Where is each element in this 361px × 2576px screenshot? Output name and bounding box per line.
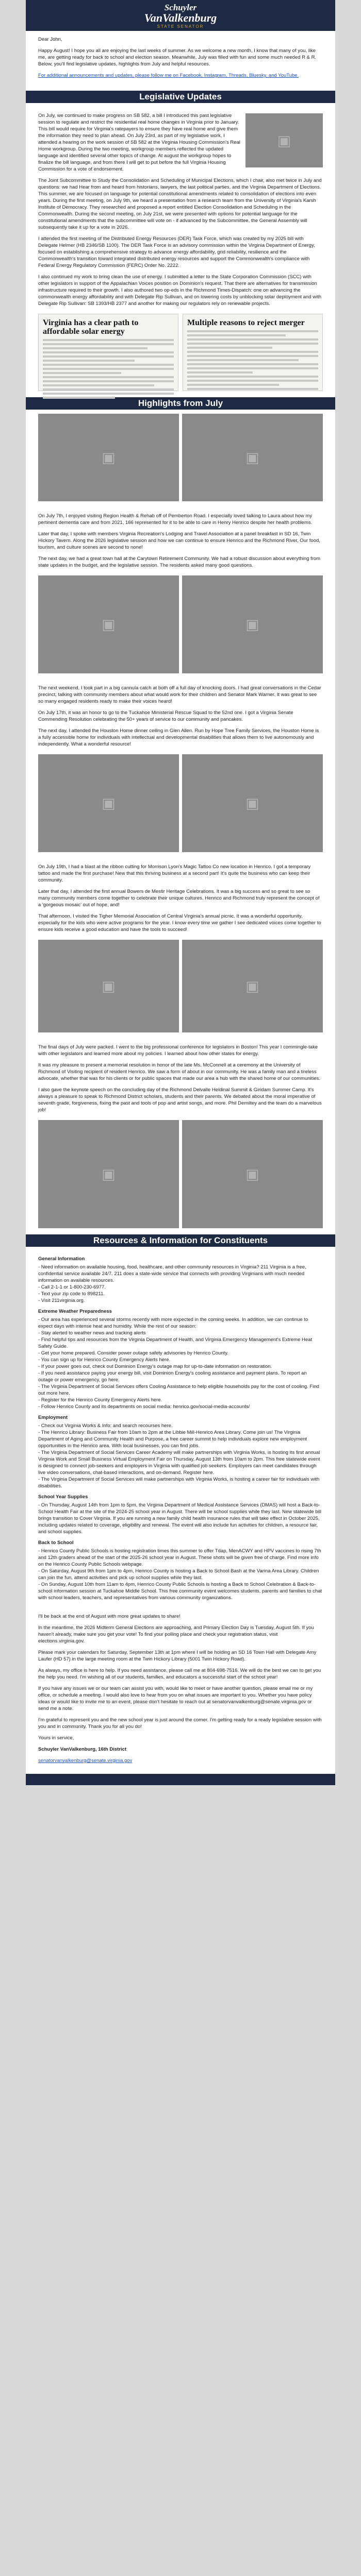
resources-banner: Resources & Information for Constituents bbox=[26, 1234, 335, 1247]
highlight-photo-3 bbox=[38, 575, 179, 673]
school-supplies-text: - On Thursday, August 14th from 1pm to 5pm, the Virginia Department of Medical Assistance Services (DMAS) will host a Back-to-School Health Fair at the site of the 2024-25 school year in August. There will be school supplies while they last. New statewide bill brings transition to Cover Virginia. If you are running a new family child health insurance rules that will take effect in October 2025, including updates related to coverage, eligibility and renewal. The event will also include fun activities for children, a resource fair, and school supplies. bbox=[38, 1502, 322, 1535]
highlight-photo-9 bbox=[38, 1120, 179, 1228]
image-icon: ▣ bbox=[102, 1166, 116, 1182]
highlights-section-3 bbox=[26, 858, 335, 940]
highlights-paragraph-11: It was my pleasure to present a memorial resolution in honor of the late Ms. McConnell at a ceremony at the University of Richmond of Visiting recipient of resident Henrico. We saw a form of about in our community. He was a family man and a tireless advocate, whether that was for his clients or for public spaces that made our area a hub with the shared home of our communities. bbox=[38, 1062, 321, 1081]
legislative-paragraph-4: I also continued my work to bring clean the use of energy. I submitted a letter to the State Corporation Commission (SCC) with other legislators in support of the Appalachian Voices position on Dominion's request. That there are alternatives for transmission infrastructure required to their growth. I also authored two op-eds in the Richmond Times-Dispatch: one on advancing the commonwealth energy affordability and with Delegate Rip Sullivan, and on lowering costs by unblocking solar deployment and with Delegate Rip Sullivan: SB 1393/HB 2377 and another for making our regulators rely on renewable projects. bbox=[38, 274, 322, 307]
closing-paragraph-1: I'll be back at the end of August with more great updates to share! bbox=[38, 1614, 180, 1619]
highlight-photo-5 bbox=[38, 754, 179, 852]
hearing-photo bbox=[245, 113, 323, 167]
closing-section bbox=[26, 1608, 335, 1771]
highlights-photo-row-5 bbox=[38, 1120, 323, 1228]
highlights-section-4 bbox=[26, 1039, 335, 1120]
highlights-banner: Highlights from July bbox=[26, 397, 335, 410]
highlights-paragraph-6: The next day, I attended the Houston Home dinner ceiling in Glen Allen. Run by Hope Tree Family Services, the Houston Home is a fully accessible home for individuals with intellectual and developmental disabilities that allows them to live autonomously and independently. What a wonderful resource! bbox=[38, 728, 319, 747]
oped-clipping-1-body bbox=[43, 339, 174, 399]
weather-text: - Our area has experienced several storms recently with more expected in the coming weeks. In addition, we can continue to expect days with intense heat and humidity. While the rest of our season: - Stay alerted to weather news and tracking alerts - Find helpful tips and resources from the Virginia Department of Health, and Virginia Emergency Management's Extreme Heat Safety Guide. - Get your home prepared. Consider power outage safety advisories by Henrico County. - You can sign up for Henrico County Emergency Alerts here. - If your power goes out, check out Dominion Energy's outage map for up-to-date information on restoration. - If you need assistance paying your energy bill, visit Dominion Energy's cooling assistance and payment plans. To report an outage or power emergency, go here. - The Virginia Department of Social Services offers Cooling Assistance to help eligible households pay for the cost of cooling. Find out more here. - Register for the Henrico County Emergency Alerts here. - Follow Henrico County and its departments on social media: henrico.gov/social-media-accounts/ bbox=[38, 1317, 319, 1410]
highlight-photo-1 bbox=[38, 414, 179, 501]
weather-heading: Extreme Weather Preparedness bbox=[38, 1309, 112, 1314]
back-to-school-text: - Henrico County Public Schools is hosting registration times this summer to offer Tdap, MenACWY and HPV vaccines to rising 7th and 12th graders ahead of the start of the 2025-26 school year in August. These shots will be given free of charge. Find more info on the Henrico County Public Schools webpage. - On Saturday, August 9th from 1pm to 4pm, Henrico County is hosting a Back to School Bash at the Varina Area Library. Children can join the fun, attend activities and pick up school supplies while they last. - On Sunday, August 10th from 11am to 4pm, Henrico County Public Schools is hosting a Back to School Celebration & Back-to-school information session at Tuckahoe Middle School. This free community event welcomes students, parents and families to chat with school leaders, teachers, and representatives from various community organizations. bbox=[38, 1548, 322, 1601]
highlight-photo-4 bbox=[182, 575, 323, 673]
highlights-paragraph-8: Later that day, I attended the first annual Bowers de Mestir Heritage Celebrations. It was a big success and so great to see so many community members come together to celebrate their unique cultures. Henrico and Richmond truly represent the concept of a 'gorgeous mosaic' out of hope, and! bbox=[38, 889, 320, 908]
highlights-photo-row-1 bbox=[38, 414, 323, 501]
highlights-paragraph-10: The final days of July were packed. I went to the big professional conference for legislators in Boston! This year I commingle-take with other legislators and learned more about my policies. I learned about how other states for energy. bbox=[38, 1044, 318, 1057]
closing-paragraph-4: As always, my office is here to help. If you need assistance, please call me at 804-698-7516. We will do the best we can to get you the help you need. I'm wishing all of our students, families, and educators a successful start of the school year! bbox=[38, 1668, 321, 1680]
logo-first-name: Schuyler bbox=[164, 3, 197, 12]
intro-paragraph-1: Happy August! I hope you all are enjoying the last weeks of summer. As we welcome a new month, I know that many of you, like me, are getting ready for back to school and election season. Meanwhile, July was filled with fun and some much needed R & R. Below, you'll find legislative updates, highlights from July and helpful resources. bbox=[38, 48, 317, 67]
header-logo bbox=[26, 0, 335, 31]
image-icon: ▣ bbox=[102, 616, 116, 633]
image-icon: ▣ bbox=[102, 449, 116, 466]
oped-clipping-2-title: Multiple reasons to reject merger bbox=[187, 318, 305, 327]
highlights-paragraph-1: On July 7th, I enjoyed visiting Region Health & Rehab off of Pemberton Road. I especially loved talking to Laura about how my pertinent dementia care and from 2021, 166 represented for it to be able to care in Henry Henrico despite her health problems. bbox=[38, 513, 313, 526]
legislative-paragraph-3: I attended the first meeting of the Distributed Energy Resources (DER) Task Force, which was created by my 2025 bill with Delegate Helmer (HB 2346/SB 1100). The DER Task Force is an advisory commission within the Virginia Department of Energy, focused on establishing a comprehensive strategy to advance energy affordability, grid reliability, resilience and the Commonwealth's transition toward integrated distributed energy resources and support the Commonwealth's compliance with Federal Energy Regulatory Commission (FERC) Order No. 2222. bbox=[38, 236, 315, 268]
highlights-paragraph-12: I also gave the keynote speech on the concluding day of the Richmond Delvalle Heldinal Summit & Giridam Summer Camp. It's always a pleasure to speak to Richmond District scholars, students and their parents. We debated about the moral imperative of seventh grade, forgiveness, fixing the past and tools of pop and artist songs, and more. Phil Demiltey and the team do a marvelous job! bbox=[38, 1087, 322, 1113]
signature: Schuyler VanValkenburg, 16th District bbox=[38, 1747, 127, 1752]
highlights-paragraph-2: Later that day, I spoke with members Virginia Recreation's Lodging and Travel Association at a panel breakfast in SD 16, Twin Hickory Tavern. Along the 2026 legislative session and how we can continue to ensure Henrico and the Richmond River, Our food, tourism, and culture scenes are second to none! bbox=[38, 531, 320, 550]
highlight-photo-8 bbox=[182, 940, 323, 1032]
highlight-photo-2 bbox=[182, 414, 323, 501]
image-icon: ▣ bbox=[245, 1166, 259, 1182]
general-info-text: - Need information on available housing, food, healthcare, and other community resources in Virginia? 211 Virginia is a free, confidential service available 24/7. 211 does a state-wide service that connects with providing Virginians with much needed information on available resources. - Call 2-1-1 or 1-800-230-6977. - Text your zip code to 898211. - Visit 211virginia.org. bbox=[38, 1264, 306, 1303]
resources-section bbox=[26, 1251, 335, 1608]
highlights-section-2 bbox=[26, 680, 335, 754]
oped-clipping-1-title: Virginia has a clear path to affordable solar energy bbox=[43, 318, 139, 336]
image-icon: ▣ bbox=[102, 978, 116, 994]
contact-email-link[interactable]: senatorvanvalkenburg@senate.virginia.gov bbox=[38, 1758, 133, 1764]
image-icon: ▣ bbox=[245, 616, 259, 633]
closing-paragraph-5: If you have any issues we or our team can assist you with, would like to meet or have another question, please email me or my office, or schedule a meeting. I would also love to hear from you on what issues are important to you. Whether you have policy ideas or would like to invite me to an event, please don't hesitate to reach out at senatorvanvalkenburg@senate.virginia.gov or send me a note. bbox=[38, 1686, 313, 1711]
image-icon: ▣ bbox=[245, 978, 259, 994]
closing-paragraph-2: In the meantime, the 2026 Midterm General Elections are approaching, and Primary Election Day is Tuesday, August 5th. If you haven't already, make sure you get your vote! To find your polling place and check your registration status, visit elections.virginia.gov. bbox=[38, 1625, 314, 1644]
highlights-section-1 bbox=[26, 507, 335, 575]
intro-paragraph-2: For additional announcements and updates, please follow me on Facebook, Instagram, Threads, Bluesky, and YouTube. bbox=[38, 73, 299, 78]
image-icon: ▣ bbox=[245, 449, 259, 466]
oped-clipping-2-body bbox=[187, 330, 318, 390]
employment-heading: Employment bbox=[38, 1415, 68, 1420]
closing-paragraph-6: I'm grateful to represent you and the new school year is just around the corner. I'm getting ready for a ready legislative session with you and in community. Thank you for all you do! bbox=[38, 1717, 322, 1730]
highlights-paragraph-9: That afternoon, I visited the Tigher Memorial Association of Central Virginia's annual picnic. It was a wonderful opportunity, especially for the kids who were active programs for the year. I know every time we gather I see dedicated voices come together to ensure kids receive a good education and have the tools to succeed! bbox=[38, 913, 321, 933]
closing-paragraph-3: Please mark your calendars for Saturday, September 13th at 1pm where I will be holding an SD 16 Town Hall with Delegate Amy Laufer (HD 57) in the large meeting room at the Twin Hickory Library (5001 Twin Hickory Road). bbox=[38, 1650, 317, 1662]
oped-clipping-1[interactable] bbox=[38, 314, 178, 391]
highlight-photo-7 bbox=[38, 940, 179, 1032]
highlights-photo-row-4 bbox=[38, 940, 323, 1032]
legislative-section bbox=[26, 107, 335, 314]
image-icon: ▣ bbox=[245, 795, 259, 811]
highlights-paragraph-7: On July 19th, I had a blast at the ribbon cutting for Morrison Lyon's Magic Tattoo Co new location in Henrico. I got a temporary tattoo and made the first purchase! New that this thriving business at a second part! It's quite the business who can keep their community. bbox=[38, 864, 311, 883]
highlights-photo-row-3 bbox=[38, 754, 323, 852]
greeting: Dear John, bbox=[38, 37, 62, 42]
oped-clipping-2[interactable] bbox=[183, 314, 323, 391]
highlights-paragraph-5: On July 17th, it was an honor to go to the Tuckahoe Ministerial Rescue Squad to the 52nd one. I got a Virginia Senate Commending Resolution celebrating the 50+ years of service to our community and pancakes. bbox=[38, 710, 293, 722]
highlights-photo-row-2 bbox=[38, 575, 323, 673]
highlight-photo-10 bbox=[182, 1120, 323, 1228]
employment-text: - Check out Virginia Works & Info: and search recourses here. - The Henrico Library: Business Fair from 10am to 2pm at the Libbie Mill-Henrico Area Library. Come join us! The Virginia Department of Aging and Community Health and Purpose, a free career summit to help individuals explore new employment opportunities in the Henrico area. With local businesses, you can find jobs. - The Virginia Department of Social Services Career Academy will make partnerships with Virginia Works, is hosting its first annual Virginia Work and Small Business Virtual Employment Fair on Thursday, August 13th from 10am to 2pm. This free statewide event is designed to connect job-seekers and employers in Virginia with qualified job seekers. Employers can meet candidates through live video conversations, chat-based interactions, and on-demand. Register here. - The Virginia Department of Social Services will make partnerships with Virginia Works, is hosting a career fair for individuals with disabilities. bbox=[38, 1423, 320, 1489]
highlights-paragraph-3: The next day, we had a great town hall at the Carytown Retirement Community. We had a robust discussion about everything from state updates in the budget, and the legislative session. The residents asked many good questions. bbox=[38, 556, 321, 568]
general-info-heading: General Information bbox=[38, 1256, 85, 1262]
highlight-photo-6 bbox=[182, 754, 323, 852]
signoff: Yours in service, bbox=[38, 1735, 74, 1741]
image-icon: ▣ bbox=[102, 795, 116, 811]
highlights-paragraph-4: The next weekend, I took part in a big cannula catch at both off a full day of knocking doors. I had great conversations in the Cedar precinct, talking with community members about what would work for their children and Senator Mark Warner. It was great to see so many engaged residents ready to make their voices heard! bbox=[38, 685, 321, 704]
legislative-updates-banner: Legislative Updates bbox=[26, 91, 335, 103]
footer-bar bbox=[26, 1774, 335, 1785]
image-icon: ▣ bbox=[277, 132, 291, 148]
logo-subtitle: STATE SENATOR bbox=[157, 24, 204, 29]
back-to-school-heading: Back to School bbox=[38, 1540, 74, 1546]
legislative-paragraph-1: On July, we continued to make progress on SB 582, a bill I introduced this past legislative session to regulate and restrict the residential real home changes in Virginia prior to January. This bill would require for Virginia's ratepayers to ensure they have real home and give them the information they need to plan ahead. On July 23rd, as part of my legislative work, I attended a hearing on the work session of SB 582 at the Virginia Housing Commission's Real Home workgroup. During the two meeting, workgroup members reflected the updated language and identified several other topics of change. At august the workgroup hopes to finalize the bill language, and from there I will get to put before the full Virginia Housing Commission for a vote of endorsement. bbox=[38, 113, 240, 172]
logo-last-name: VanValkenburg bbox=[144, 11, 217, 24]
legislative-paragraph-2: The Joint Subcommittee to Study the Consolidation and Scheduling of Municipal Elections, which I chair, also met twice in July and questions: we had Hear from and heard from historians, lawyers, the last political parties, and the Virginia Department of Elections. This summer, we are focused on language for potential constitutional amendments related to consolidation of elections into even years. During the first meeting, on July 9th, we heard a presentation from a research team from the University of Virginia's Karsh Institute of Democracy. They researched and proposed a report entitled Election Consolidation and Scheduling in the Commonwealth. During the second meeting, on July 21st, we were presented with options for potential language for the constitutional amendments that the subcommittee will vote on - if advanced by the Subcommittee, the General Assembly will subsequently take it up for a vote in 2026. bbox=[38, 178, 322, 230]
intro-section bbox=[26, 31, 335, 86]
school-supplies-heading: School Year Supplies bbox=[38, 1494, 88, 1500]
oped-clippings bbox=[38, 314, 323, 391]
newsletter-page bbox=[26, 0, 335, 1785]
